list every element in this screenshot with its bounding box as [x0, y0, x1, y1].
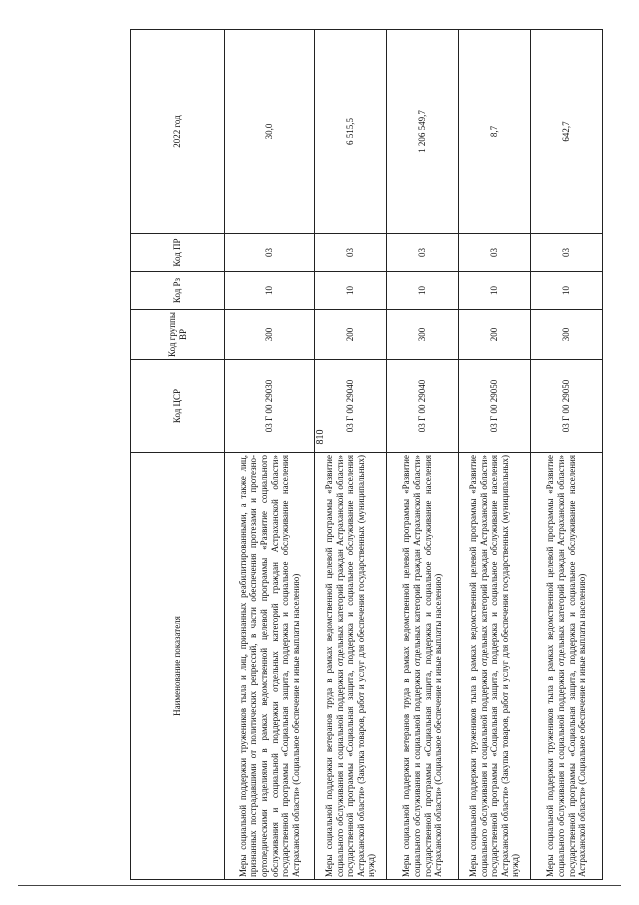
table-row	[459, 30, 531, 880]
row-vr: 200	[315, 310, 387, 360]
row-value: 1 206 549,7	[387, 30, 459, 234]
row-vr: 300	[225, 310, 315, 360]
row-csr: 03 Г 00 29040	[387, 360, 459, 453]
table-row	[387, 30, 459, 880]
row-rz: 10	[225, 272, 315, 310]
bottom-rule	[18, 885, 621, 886]
table-row	[531, 30, 603, 880]
row-rz: 10	[315, 272, 387, 310]
table-header-row	[131, 30, 225, 880]
header-csr: Код ЦСР	[131, 360, 225, 453]
page-number: 810	[315, 429, 326, 445]
row-name: Меры социальной поддержки тружеников тыла и лиц, признанных реабилитированными, а также лиц, признанных пострадавшими от политических репрессий, в части обеспечения протезами и протезно-ортопедическими изделиями в рамках ведомственной целевой программы «Развитие социального обслуживания и социальной поддержки отдельных категорий граждан Астраханской области» государственной программы «Социальная защита, поддержка и социальное обслуживание населения Астраханской области» (Социальное обеспечение и иные выплаты населению)	[225, 453, 315, 880]
row-vr: 200	[459, 310, 531, 360]
row-name: Меры социальной поддержки тружеников тыла в рамках ведомственной целевой программы «Развитие социального обслуживания и социальной поддержки отдельных категорий граждан Астраханской области» государственной программы «Социальная защита, поддержка и социальное обслуживание населения Астраханской области» (Закупка товаров, работ и услуг для обеспечения государственных (муниципальных) нужд)	[459, 453, 531, 880]
row-rz: 10	[387, 272, 459, 310]
row-value: 6 515,5	[315, 30, 387, 234]
row-csr: 03 Г 00 29040	[315, 360, 387, 453]
row-csr: 03 Г 00 29030	[225, 360, 315, 453]
row-name: Меры социальной поддержки ветеранов труда в рамках ведомственной целевой программы «Развитие социального обслуживания и социальной поддержки отдельных категорий граждан Астраханской области» государственной программы «Социальная защита, поддержка и социальное обслуживание населения Астраханской области» (Социальное обеспечение и иные выплаты населению)	[387, 453, 459, 880]
row-vr: 300	[531, 310, 603, 360]
header-name: Наименование показателя	[131, 453, 225, 880]
header-year: 2022 год	[131, 30, 225, 234]
row-pr: 03	[387, 234, 459, 272]
row-pr: 03	[315, 234, 387, 272]
row-value: 8,7	[459, 30, 531, 234]
row-pr: 03	[531, 234, 603, 272]
row-vr: 300	[387, 310, 459, 360]
row-name: Меры социальной поддержки ветеранов труда в рамках ведомственной целевой программы «Развитие социального обслуживания и социальной поддержки отдельных категорий граждан Астраханской области» государственной программы «Социальная защита, поддержка и социальное обслуживание населения Астраханской области» (Закупка товаров, работ и услуг для обеспечения государственных (муниципальных) нужд)	[315, 453, 387, 880]
header-pr: Код ПР	[131, 234, 225, 272]
budget-table	[130, 29, 603, 880]
header-rz: Код Рз	[131, 272, 225, 310]
row-rz: 10	[459, 272, 531, 310]
row-pr: 03	[459, 234, 531, 272]
table-row	[315, 30, 387, 880]
row-csr: 03 Г 00 29050	[459, 360, 531, 453]
table-row	[225, 30, 315, 880]
row-rz: 10	[531, 272, 603, 310]
row-value: 30,0	[225, 30, 315, 234]
header-vr: Код группы ВР	[131, 310, 225, 360]
row-name: Меры социальной поддержки тружеников тыла в рамках ведомственной целевой программы «Развитие социального обслуживания и социальной поддержки отдельных категорий граждан Астраханской области» государственной программы «Социальная защита, поддержка и социальное обслуживание населения Астраханской области» (Социальное обеспечение и иные выплаты населению)	[531, 453, 603, 880]
row-pr: 03	[225, 234, 315, 272]
row-csr: 03 Г 00 29050	[531, 360, 603, 453]
rotated-table-container	[130, 30, 588, 880]
row-value: 642,7	[531, 30, 603, 234]
